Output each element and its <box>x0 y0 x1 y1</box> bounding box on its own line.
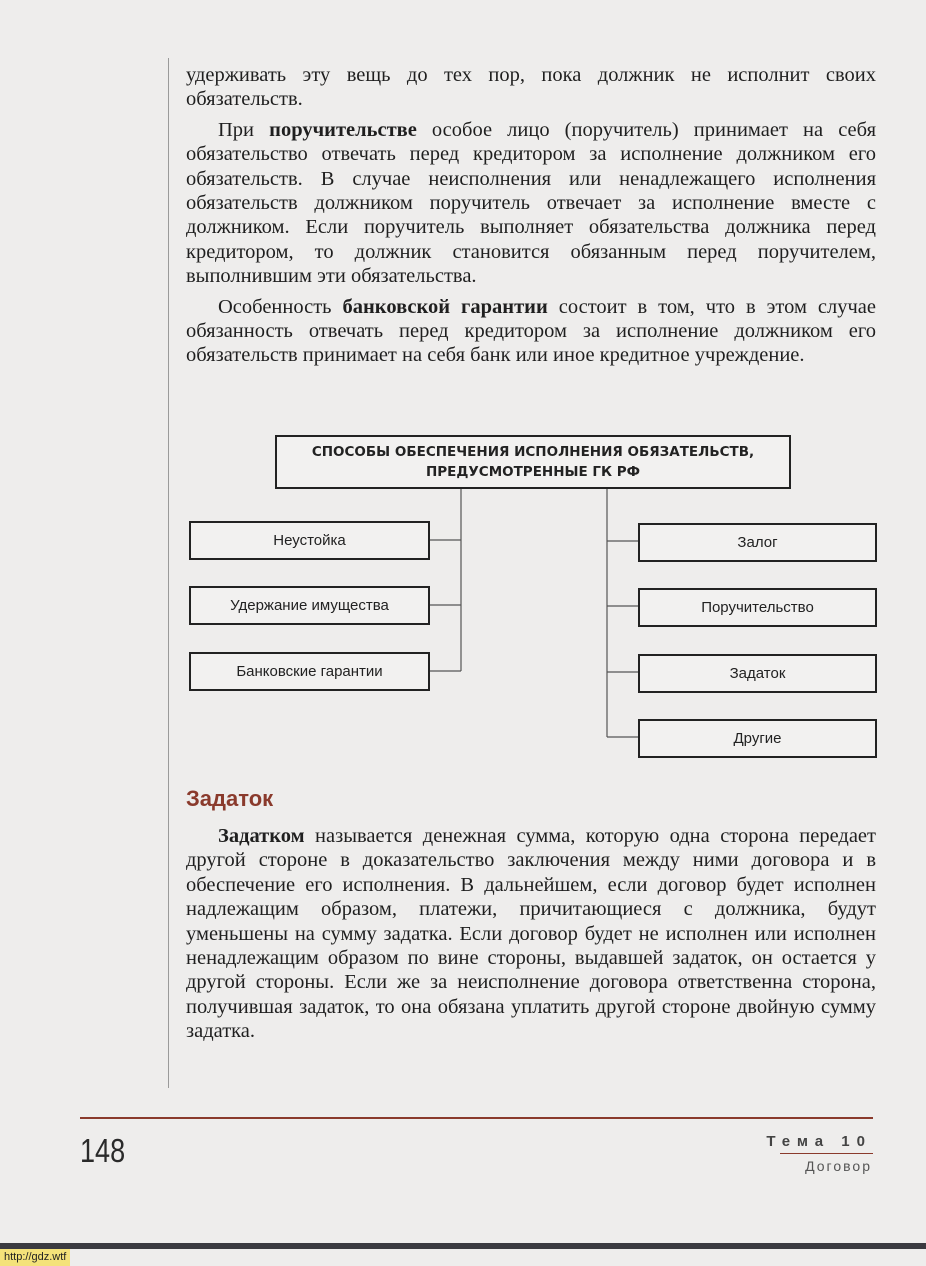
footer-subrule <box>780 1153 873 1154</box>
diagram-title-line2: ПРЕДУСМОТРЕННЫЕ ГК РФ <box>425 464 641 480</box>
watermark-url[interactable]: http://gdz.wtf <box>0 1249 70 1266</box>
text-block-deposit <box>186 824 876 1044</box>
diagram-title-line1: СПОСОБЫ ОБЕСПЕЧЕНИЯ ИСПОЛНЕНИЯ ОБЯЗАТЕЛЬСТВ, <box>311 444 755 460</box>
page-number: 148 <box>80 1132 126 1169</box>
diagram-item-penalty: Неустойка <box>189 521 430 560</box>
footer-rule <box>80 1117 873 1119</box>
paragraph-deposit: Задатком называется денежная сумма, которую одна сторона передает другой стороне в доказательство заключения между ними договора и в обеспечение его исполнения. В дальнейшем, если договор будет исполнен надлежащим образом, платежи, причитающиеся с должника, будут уменьшены на сумму задатка. Если договор будет не исполнен или исполнен ненадлежащим образом по вине стороны, выдавшей задаток, он остается у другой стороны. Если же за неисполнение договора ответственна сторона, получившая задаток, то она обязана уплатить другой стороне двойную сумму задатка. <box>186 825 876 1043</box>
paragraph-suretyship: При поручительстве особое лицо (поручитель) принимает на себя обязательство отвечать перед кредитором за исполнение должником его обязательств. В случае неисполнения или ненадлежащего исполнения обязательств должником поручитель отвечает за исполнение вместе с должником. Если поручитель выполняет обязательства должника перед кредитором, то должник становится обязанным перед поручителем, выполнившим эти обязательства. <box>186 118 876 288</box>
diagram-item-bank-guarantees: Банковские гарантии <box>189 652 430 691</box>
diagram-title-box <box>275 435 791 489</box>
paragraph-bank-guarantee: Особенность банковской гарантии состоит в том, что в этом случае обязанность отвечать перед кредитором за исполнение должником его обязательств принимает на себя банк или иное кредитное учреждение. <box>186 295 876 367</box>
term-suretyship: поручительстве <box>269 118 417 141</box>
diagram-item-deposit: Задаток <box>638 654 877 693</box>
diagram-item-other: Другие <box>638 719 877 758</box>
term-deposit: Задатком <box>218 825 305 847</box>
scan-bottom-band <box>0 1243 926 1249</box>
section-heading: Задаток <box>186 786 274 811</box>
diagram-item-suretyship: Поручительство <box>638 588 877 627</box>
paragraph-continuation: удерживать эту вещь до тех пор, пока должник не исполнит своих обязательств. <box>186 64 876 111</box>
term-bank-guarantee: банковской гарантии <box>342 295 548 318</box>
footer-topic-name: Договор <box>805 1158 872 1174</box>
footer-topic: Тема 10 <box>766 1133 872 1150</box>
diagram-item-retention: Удержание имущества <box>189 586 430 625</box>
diagram-item-pledge: Залог <box>638 523 877 562</box>
